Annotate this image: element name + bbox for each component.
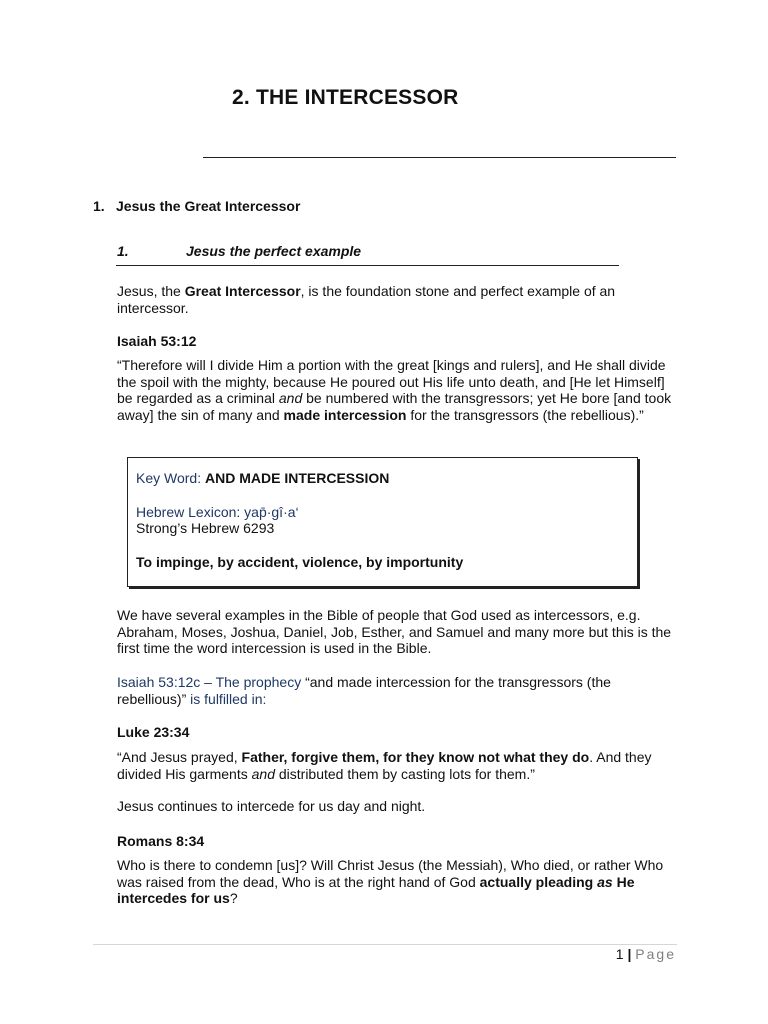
key-word-label: Key Word:: [136, 470, 205, 486]
key-word-line: [136, 470, 389, 487]
isaiah-text-end: for the transgressors (the rebellious).”: [406, 406, 644, 423]
romans-bold-italic: as: [597, 873, 613, 890]
romans-bold: actually pleading: [479, 873, 598, 890]
prophecy-paragraph: [117, 674, 677, 707]
romans-quote: [117, 857, 677, 907]
romans-text: Who is there to condemn [us]? Will Christ Jesus (the Messiah), Who died, or rather Who was raised from the dead, Who is at the right hand of God: [117, 857, 664, 890]
section-heading: [93, 198, 300, 214]
key-word: AND MADE INTERCESSION: [205, 470, 390, 486]
examples-paragraph: We have several examples in the Bible of people that God used as intercessors, e.g. Abraham, Moses, Joshua, Daniel, Job, Esther, and Samuel and many more but this is the first time the word intercession is used in the Bible.: [117, 607, 672, 656]
isaiah-italic: and: [278, 390, 303, 406]
intro-bold: Great Intercessor: [184, 283, 301, 299]
hebrew-lexicon: Hebrew Lexicon: yap̄·gî·a‘: [136, 504, 299, 520]
luke-text: “And Jesus prayed,: [117, 749, 242, 765]
isaiah-text-mid: be numbered with the transgressors; yet He bore [and took away] the sin of many and: [117, 390, 672, 423]
romans-text-end: ?: [229, 890, 238, 906]
isaiah-bold: made intercession: [283, 406, 407, 423]
prophecy-quote: “and made intercession for the transgressors (the rebellious)”: [117, 674, 611, 707]
intro-text-end: , is the foundation stone and perfect example of an intercessor.: [117, 283, 616, 316]
luke-italic: and: [251, 765, 275, 782]
subsection-number: 1.: [117, 243, 129, 259]
page-label: Page: [635, 946, 676, 962]
romans-bold-end: He intercedes for us: [117, 873, 635, 906]
isaiah-text: “Therefore will I divide Him a portion with the great [kings and rulers], and He shall divide the spoil with the mighty, because He poured out His life unto death, and [He let Himself] be regarded as a criminal: [117, 357, 666, 406]
section-number: 1.: [93, 198, 105, 214]
page-footer: [616, 946, 676, 962]
intro-paragraph: [117, 283, 677, 316]
chapter-title: 2. THE INTERCESSOR: [232, 86, 459, 109]
key-word-definition: To impinge, by accident, violence, by importunity: [136, 554, 464, 570]
luke-text-end: distributed them by casting lots for them.”: [274, 765, 535, 782]
strongs-number: Strong’s Hebrew 6293: [136, 520, 275, 536]
footer-separator: |: [623, 946, 636, 962]
prophecy-text-end: is fulfilled in:: [186, 690, 267, 707]
page-number: 1: [615, 946, 624, 962]
luke-text-mid: . And they divided His garments: [117, 749, 652, 782]
title-underline: [203, 157, 676, 158]
subsection-title: Jesus the perfect example: [186, 243, 362, 259]
luke-reference: Luke 23:34: [117, 724, 190, 740]
isaiah-reference: Isaiah 53:12: [117, 333, 197, 349]
romans-reference: Romans 8:34: [117, 833, 205, 849]
intro-text: Jesus, the: [117, 283, 185, 299]
subsection-heading: [117, 243, 361, 259]
subsection-underline: [116, 265, 619, 266]
prophecy-text: Isaiah 53:12c – The prophecy: [117, 674, 306, 690]
section-title: Jesus the Great Intercessor: [116, 198, 301, 214]
footer-rule: [93, 944, 677, 945]
luke-bold: Father, forgive them, for they know not what they do: [241, 749, 590, 765]
continues-paragraph: Jesus continues to intercede for us day and night.: [117, 798, 426, 814]
luke-quote: [117, 749, 677, 782]
isaiah-quote: [117, 357, 677, 423]
key-word-box: [127, 457, 638, 587]
